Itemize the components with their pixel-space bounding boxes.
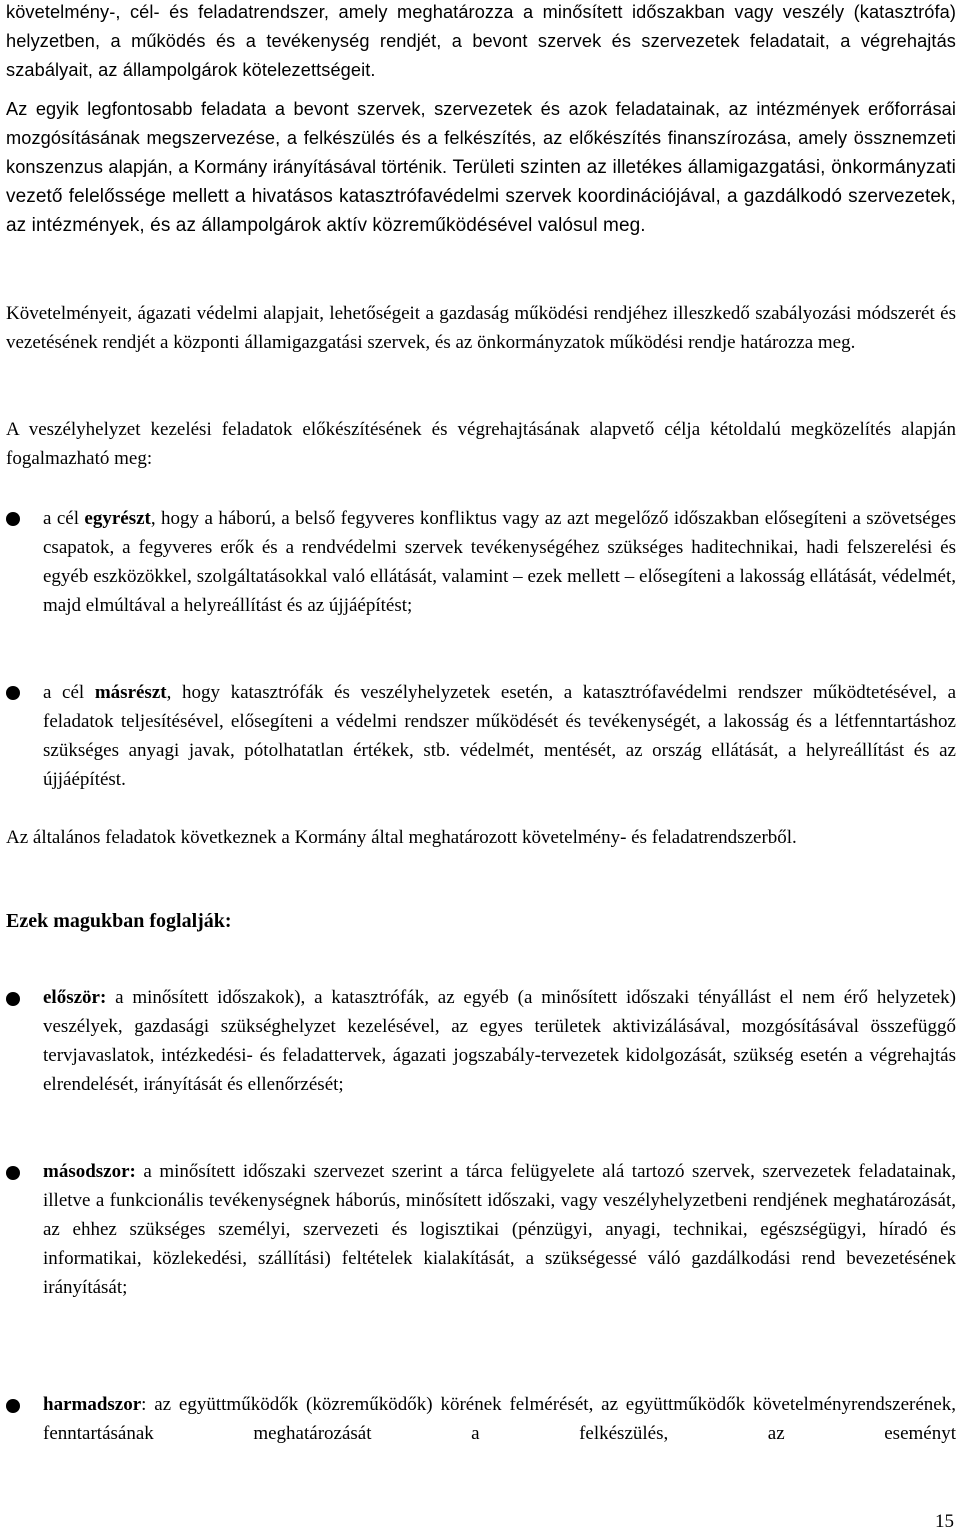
goal-keyword: egyrészt	[84, 508, 151, 529]
paragraph-main-task	[6, 95, 956, 240]
goal-item-second	[43, 678, 956, 794]
goal-text: , hogy a háború, a belső fegyveres konfliktus vagy az azt megelőző időszakban elősegíteni a szövetséges csapatok, a fegyveres erők és a rendvédelmi szervek tevékenységéhez szükséges haditechnikai, hadi felszerelési és egyéb eszközökkel, szolgáltatásokkal való ellátását, valamint – ezek mellett – elősegíteni a lakosság ellátását, védelmét, majd elmúltával a helyreállítást és az újjáépítést;	[43, 508, 956, 616]
goal-lead: a cél	[43, 508, 85, 529]
section-heading: Ezek magukban foglalják:	[6, 910, 232, 932]
paragraph-intro: követelmény-, cél- és feladatrendszer, amely meghatározza a minősített időszakban vagy veszély (katasztrófa) helyzetben, a működés és a tevékenység rendjét, a bevont szervek és szervezetek feladatait, a végrehajtás szabályait, az állampolgárok kötelezettségeit.	[6, 2, 956, 80]
paragraph-goal-intro: A veszélyhelyzet kezelési feladatok előkészítésének és végrehajtásának alapvető célja kétoldalú megközelítés alapján fogalmazható meg:	[6, 419, 956, 469]
task-text: : az együttműködők (közreműködők) körének felmérését, az együttműködők követelményrendszerének, fenntartásának meghatározását a felkészülés, az eseményt	[43, 1394, 956, 1444]
bullet-icon	[6, 1166, 20, 1180]
task-text: a minősített időszaki szervezet szerint a tárca felügyelete alá tartozó szervek, szervezetek feladatainak, illetve a funkcionális tevékenységnek háborús, minősített időszaki, vagy veszélyhelyzetbeni rendjének meghatározását, az ehhez szükséges személyi, szervezeti és logisztikai (pénzügyi, anyagi, technikai, egészségügyi, híradó és informatikai, közlekedési, szállítási) feltételek kialakítását, a szükségessé váló gazdálkodási rend bevezetésének irányítását;	[43, 1161, 956, 1298]
task-item-first	[43, 983, 956, 1099]
task-text: a minősített időszakok), a katasztrófák, az egyéb (a minősített időszaki tényállást el nem érő helyzetek) veszélyek, gazdasági szükséghelyzet kezelésével, az egyes területek aktivizálásával, mozgósításával összefüggő tervjavaslatok, intézkedési- és feladattervek, ágazati jogszabály-tervezetek kidolgozását, szükség esetén a végrehajtás elrendelését, irányítását és ellenőrzését;	[43, 987, 956, 1095]
paragraph-requirements: Követelményeit, ágazati védelmi alapjait, lehetőségeit a gazdaság működési rendjéhez illeszkedő szabályozási módszerét és vezetésének rendjét a központi államigazgatási szervek, és az önkormányzatok működési rendje határozza meg.	[6, 303, 956, 353]
goal-lead: a cél	[43, 682, 95, 703]
goal-item-first	[43, 504, 956, 620]
task-item-second	[43, 1157, 956, 1302]
bullet-icon	[6, 1399, 20, 1413]
bullet-icon	[6, 992, 20, 1006]
paragraph-regional: Területi szinten az illetékes államigazgatási, önkormányzati vezető felelőssége mellett a hivatásos katasztrófavédelmi szervek koordinációjával, a gazdálkodó szervezetek, az intézmények, és az állampolgárok aktív közreműködésével valósul meg.	[6, 157, 957, 236]
goal-text: , hogy katasztrófák és veszélyhelyzetek esetén, a katasztrófavédelmi rendszer működtetésével, a feladatok teljesítésével, elősegíteni a védelmi rendszer működését és tevékenységét, a lakosság és a létfenntartáshoz szükséges anyagi javak, pótolhatatlan értékek, stb. védelmét, mentését, az ország ellátását, a helyreállítást és az újjáépítést.	[43, 682, 957, 790]
bullet-icon	[6, 686, 20, 700]
paragraph-main-task-sans: Az egyik legfontosabb feladata a bevont szervek, szervezetek és azok feladatainak, az intézmények erőforrásai mozgósításának megszervezése, a felkészülés és a felkészítés, az előkészítés finanszírozása, amely össznemzeti konszenzus alapján, a Kormány irányításával történik.	[6, 99, 956, 177]
paragraph-general-tasks: Az általános feladatok következnek a Kormány által meghatározott követelmény- és feladatrendszerből.	[6, 827, 797, 848]
goal-keyword: másrészt	[94, 682, 167, 703]
bullet-icon	[6, 512, 20, 526]
page-number: 15	[935, 1511, 954, 1532]
task-keyword: másodszor:	[43, 1161, 136, 1182]
task-item-third	[43, 1390, 956, 1448]
task-keyword: először:	[43, 987, 107, 1008]
task-keyword: harmadszor	[43, 1394, 142, 1415]
